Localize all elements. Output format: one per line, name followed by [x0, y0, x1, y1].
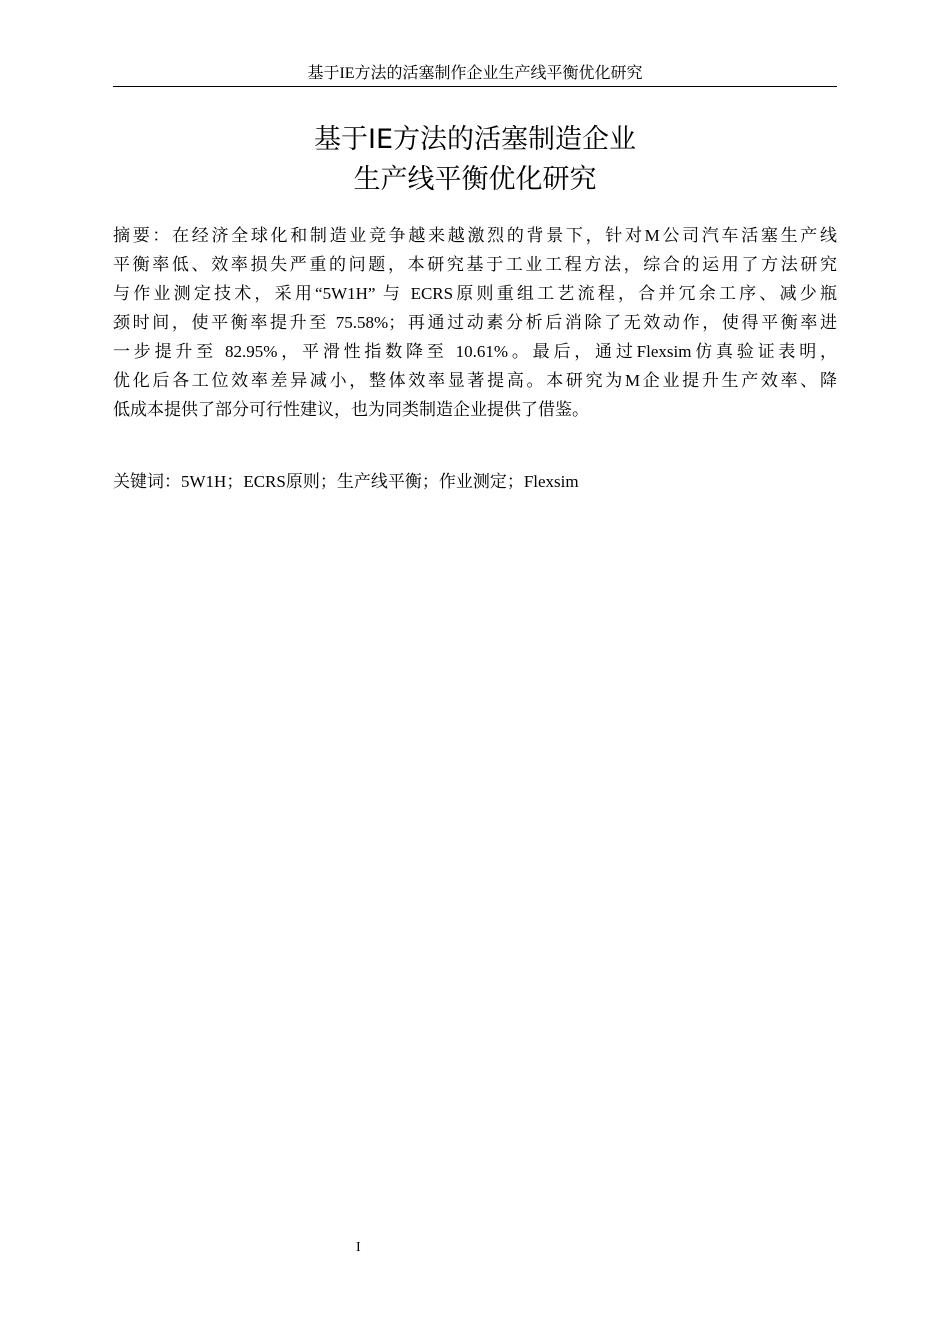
keywords-text: 5W1H；ECRS原则；生产线平衡；作业测定；Flexsim — [181, 472, 579, 491]
abstract-line: 一步提升至 82.95%，平滑性指数降至 10.61%。最后，通过Flexsim仿真验证表明， — [113, 342, 837, 361]
title-line-1: 基于IE方法的活塞制造企业 — [313, 124, 637, 155]
abstract-label: 摘要： — [113, 226, 173, 246]
page-number: I — [356, 1240, 361, 1255]
abstract-line: 与作业测定技术，采用“5W1H” 与 ECRS原则重组工艺流程，合并冗余工序、减少瓶 — [113, 284, 837, 303]
keywords — [113, 467, 837, 497]
abstract-line: 平衡率低、效率损失严重的问题，本研究基于工业工程方法，综合的运用了方法研究 — [113, 255, 837, 274]
abstract-line — [113, 221, 837, 250]
title-line-2: 生产线平衡优化研究 — [353, 164, 597, 195]
abstract-line: 优化后各工位效率差异减小，整体效率显著提高。本研究为M企业提升生产效率、降 — [113, 371, 837, 390]
abstract-line: 低成本提供了部分可行性建议，也为同类制造企业提供了借鉴。 — [113, 400, 589, 419]
keywords-label: 关键词： — [113, 472, 181, 492]
running-header — [113, 62, 837, 87]
running-header-title: 基于IE方法的活塞制作企业生产线平衡优化研究 — [307, 65, 643, 82]
abstract — [113, 221, 837, 424]
abstract-line: 颈时间，使平衡率提升至 75.58%；再通过动素分析后消除了无效动作，使得平衡率进 — [113, 313, 837, 332]
document-title — [113, 120, 837, 200]
abstract-text: 在经济全球化和制造业竞争越来越激烈的背景下，针对M公司汽车活塞生产线 — [172, 226, 837, 245]
